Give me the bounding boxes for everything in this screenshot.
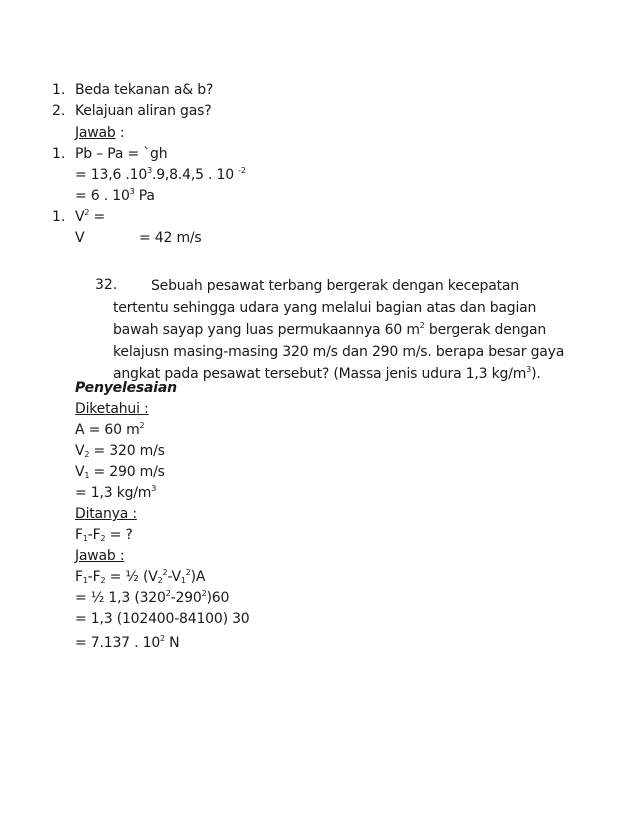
given-v1: $V_1 = 290$ m/s: [75, 464, 165, 480]
answer-line: $V^2$ =: [75, 208, 106, 225]
equation-line: $F_1-F_2$ = ½ $(V_2^2-V_1^2)A$: [75, 568, 206, 585]
list-number: 1.: [52, 146, 66, 162]
asked-force: $F_1-F_2$ = ?: [75, 527, 133, 543]
final-answer: = 7.137 . $10^2$ N: [75, 634, 180, 651]
list-number: 2.: [52, 103, 66, 119]
diketahui-heading: Diketahui :: [75, 401, 149, 417]
question-1: Beda tekanan a& b?: [75, 82, 214, 98]
ditanya-heading: Ditanya :: [75, 506, 137, 522]
equation-line: = ½ 1,3 $(320^2-290^2)60$: [75, 589, 230, 606]
answer-line: V: [75, 230, 85, 246]
question-32-text: Sebuah pesawat terbang bergerak dengan kecepatan tertentu sehingga udara yang melalui bagian atas dan bagian bawah sayap yang luas permukaannya 60 $m^2$ bergerak dengan kelajusn masing-masing 320 m/s dan 290 m/s. berapa besar gaya angkat pada pesawat tersebut? (Massa jenis udura 1,3 $kg/m^3$).: [113, 278, 565, 382]
solution-title: Penyelesaian: [75, 380, 177, 396]
jawab-heading: Jawab :: [75, 548, 125, 564]
given-v2: $V_2 = 320$ m/s: [75, 443, 165, 459]
question-number: 32.: [95, 277, 118, 293]
list-number: 1.: [52, 82, 66, 98]
answer-line: = 13,6 $.10^3.9,8.4,5$ . 10 $^{-2}$: [75, 166, 246, 183]
question-2: Kelajuan aliran gas?: [75, 103, 212, 119]
given-area: A = 60 $m^2$: [75, 421, 145, 438]
answer-value: = 42 m/s: [139, 230, 202, 246]
list-number: 1.: [52, 209, 66, 225]
equation-line: = 1,3 (102400-84100) 30: [75, 611, 250, 627]
jawab-heading: Jawab :: [75, 125, 125, 141]
answer-line: = 6 . $10^3$ Pa: [75, 187, 155, 204]
answer-line: Pb – Pa = `gh: [75, 146, 168, 162]
given-density: = 1,3 $kg/m^3$: [75, 484, 157, 501]
